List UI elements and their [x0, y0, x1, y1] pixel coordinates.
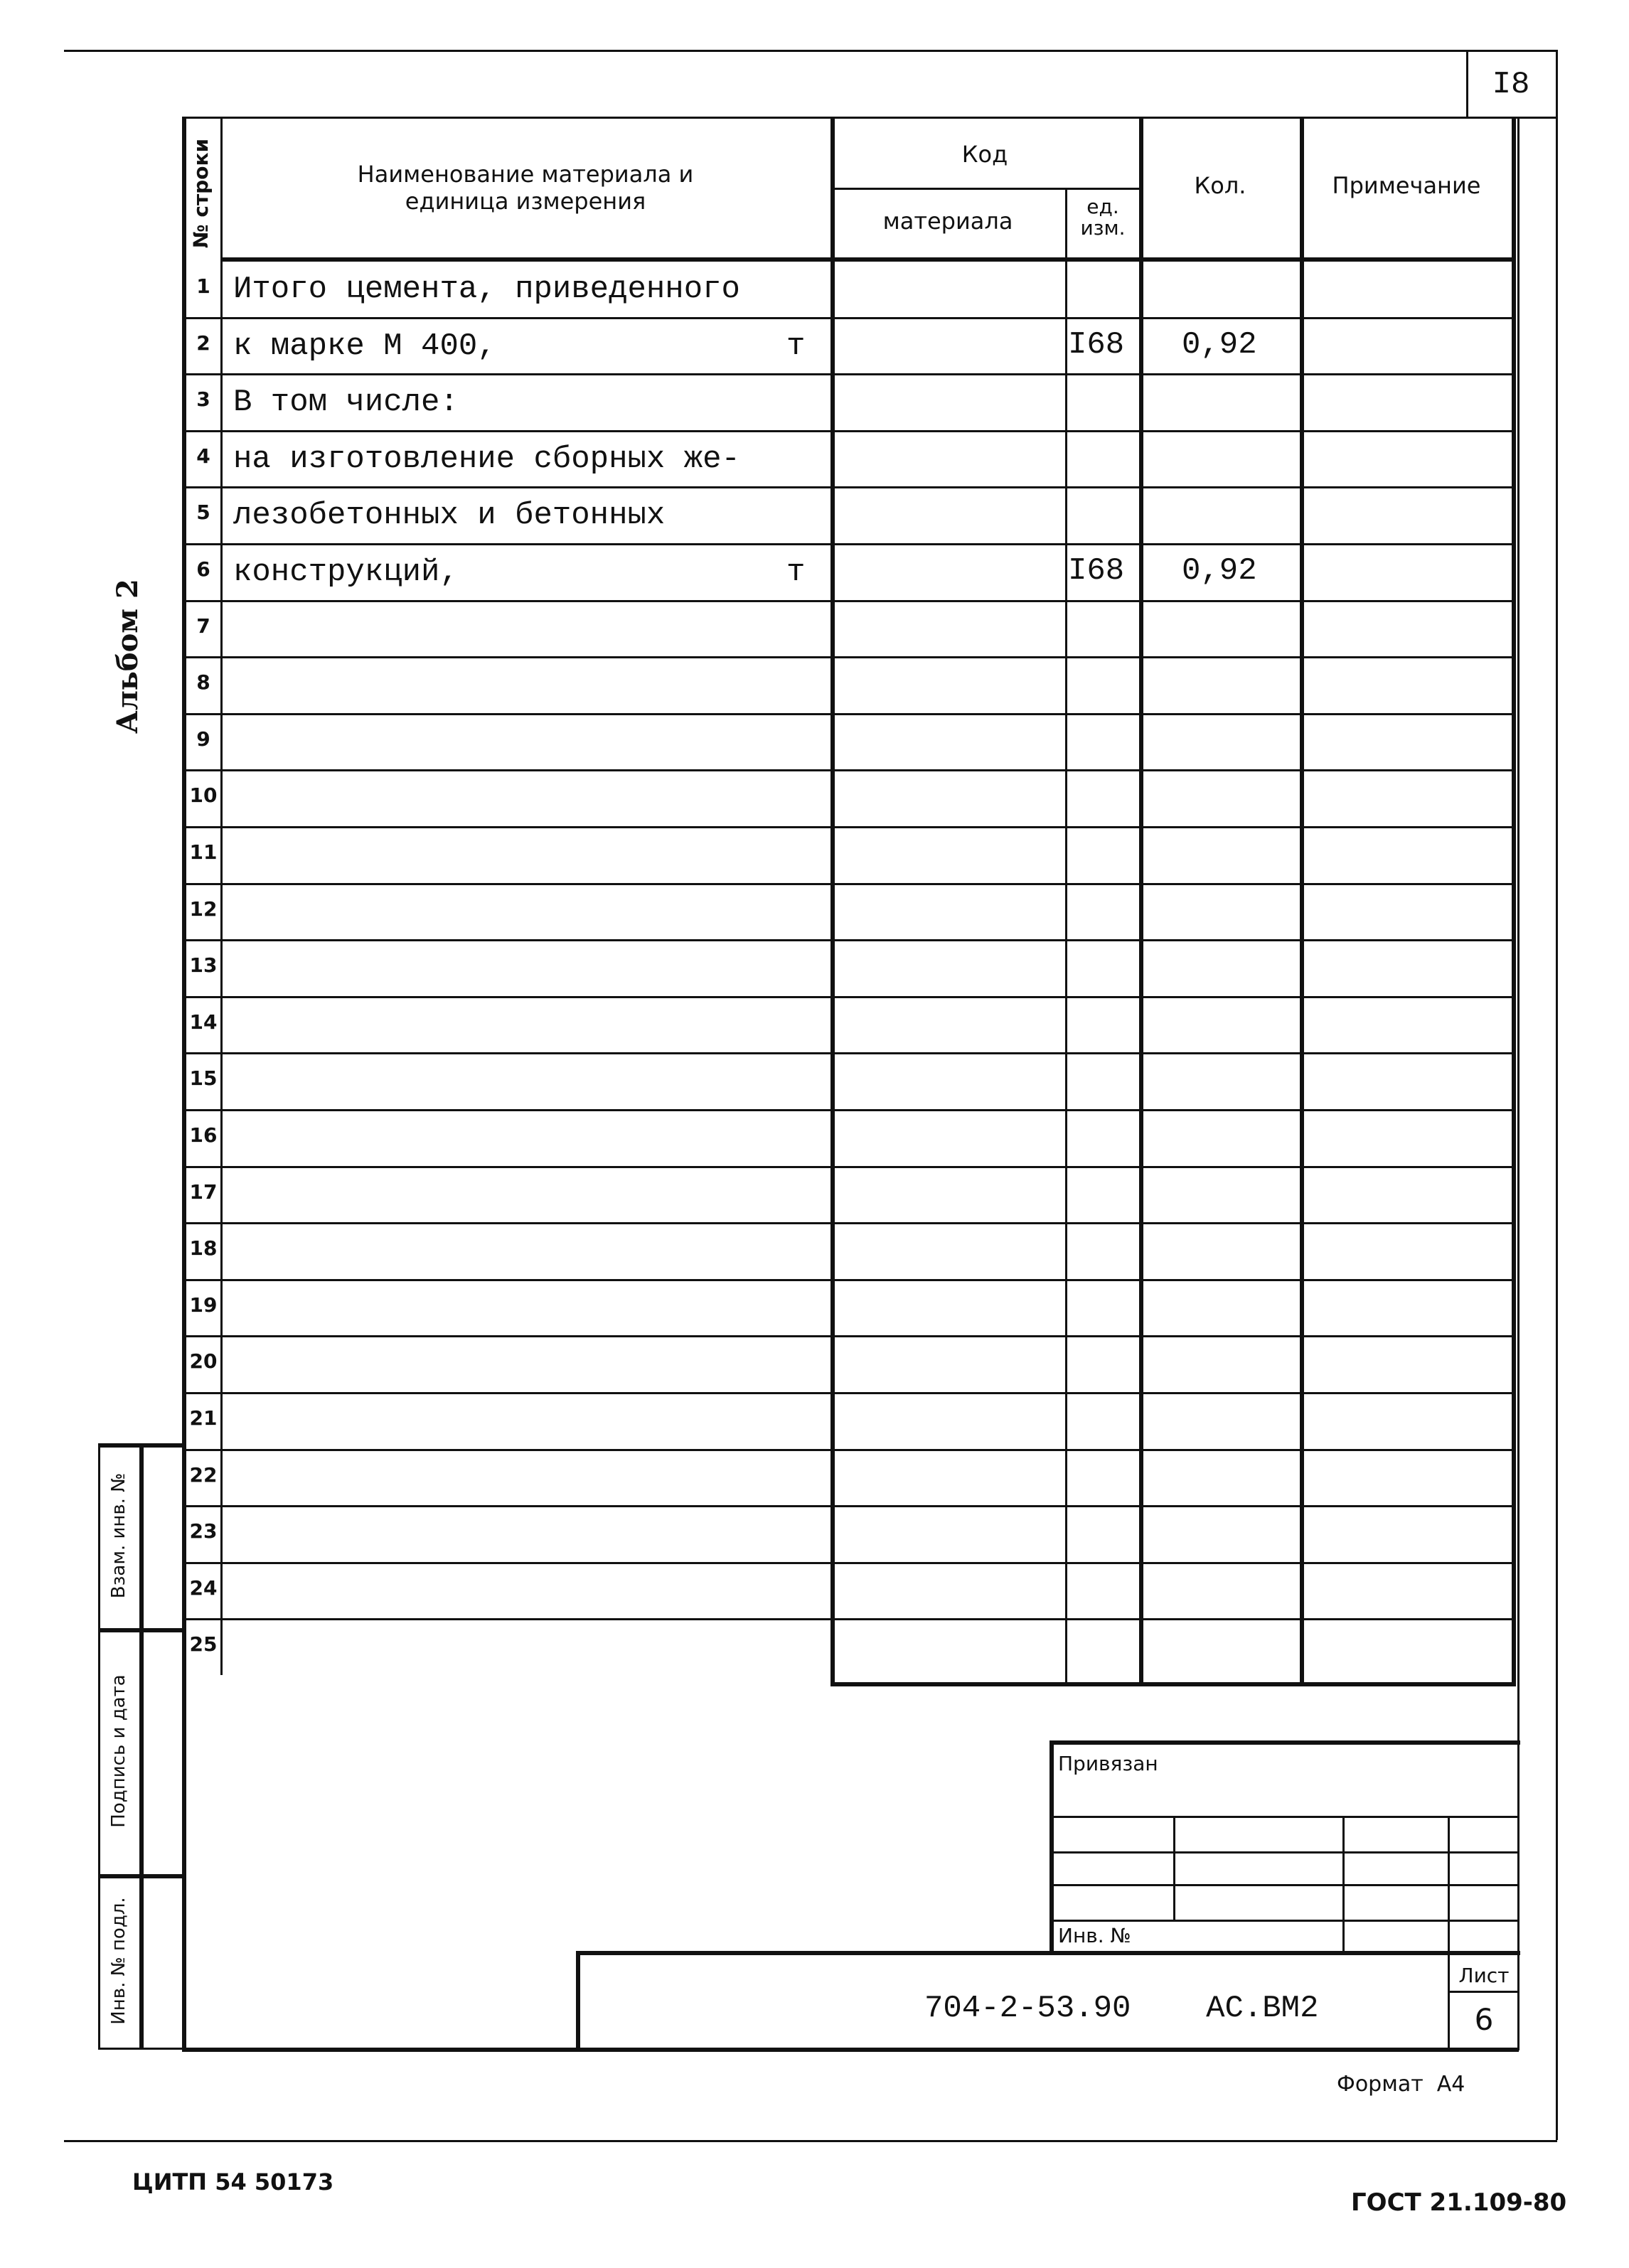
row-number: 5 [196, 501, 210, 524]
row-separator [182, 1562, 1513, 1564]
row-material-name: Итого цемента, приведенного [233, 272, 740, 307]
row-number: 15 [189, 1066, 218, 1090]
row-separator [182, 1392, 1513, 1394]
docblock-top-line [576, 1951, 1520, 1955]
row-separator [182, 996, 1513, 998]
form-right-line [1517, 117, 1519, 2050]
header-row-number: № строки [189, 138, 213, 249]
row-number: 24 [189, 1576, 218, 1600]
stamp-inv-podl: Инв. № подл. [108, 1897, 129, 2025]
row-number: 11 [189, 840, 218, 864]
row-number: 17 [189, 1180, 218, 1204]
row-number: 9 [196, 727, 210, 751]
row-number: 22 [189, 1463, 218, 1487]
code-sub-line [830, 188, 1139, 190]
row-separator [182, 1279, 1513, 1281]
inv-no-label: Инв. № [1058, 1924, 1131, 1947]
row-number: 20 [189, 1349, 218, 1373]
stamp-left-line [98, 1443, 100, 2048]
titleblock-top-line [1049, 1740, 1520, 1745]
row-separator [182, 543, 1513, 545]
row-separator [182, 939, 1513, 941]
row-number: 2 [196, 331, 210, 355]
row-quantity: 0,92 [1182, 327, 1257, 363]
row-separator [182, 1222, 1513, 1224]
list-label-line [1448, 1991, 1519, 1993]
row-separator [182, 1052, 1513, 1054]
tb-vline-1 [1173, 1816, 1175, 1920]
header-unit: ед. изм. [1080, 195, 1126, 240]
row-number: 3 [196, 387, 210, 411]
row-number: 23 [189, 1519, 218, 1543]
rownum-col-line [220, 117, 223, 1675]
row-number: 19 [189, 1293, 218, 1317]
row-material-name: к марке М 400, [233, 328, 496, 364]
album-label: Альбом 2 [111, 579, 144, 734]
row-separator [182, 1335, 1513, 1337]
header-qty: Кол. [1194, 172, 1246, 199]
row-separator [182, 1618, 1513, 1620]
stamp-vzam-inv: Взам. инв. № [108, 1472, 129, 1599]
row-material-name: лезобетонных и бетонных [233, 498, 666, 533]
table-bottom-line [830, 1682, 1516, 1686]
row-number: 16 [189, 1123, 218, 1147]
row-separator [182, 656, 1513, 658]
row-separator [182, 883, 1513, 885]
footer-left-code: ЦИТП 54 50173 [132, 2168, 334, 2195]
row-unit-label: т [786, 555, 806, 590]
row-separator [182, 713, 1513, 715]
header-code: Код [961, 141, 1008, 168]
row-separator [182, 430, 1513, 432]
tb-vline-2 [1342, 1816, 1345, 1952]
header-material: материала [882, 208, 1013, 235]
sheet-corner-number: I8 [1492, 67, 1530, 102]
row-unit-code: I68 [1068, 327, 1125, 363]
list-number: 6 [1474, 2002, 1494, 2037]
row-separator [182, 1109, 1513, 1111]
row-number: 21 [189, 1406, 218, 1430]
row-separator [182, 486, 1513, 488]
document-code: 704-2-53.90 АС.ВМ2 [924, 1991, 1319, 2026]
row-number: 6 [196, 557, 210, 581]
format-label: Формат А4 [1337, 2072, 1465, 2097]
row-separator [182, 1505, 1513, 1507]
row-number: 12 [189, 897, 218, 921]
row-number: 14 [189, 1010, 218, 1034]
row-unit-label: т [786, 328, 806, 364]
row-separator [182, 769, 1513, 771]
docblock-left-line [576, 1951, 580, 2050]
row-separator [182, 373, 1513, 375]
row-unit-code: I68 [1068, 553, 1125, 589]
row-separator [182, 1166, 1513, 1168]
header-bottom-line [220, 257, 1516, 262]
row-material-name: В том числе: [233, 385, 459, 420]
row-number: 7 [196, 614, 210, 638]
row-material-name: конструкций, [233, 555, 459, 590]
row-number: 1 [196, 274, 210, 298]
row-separator [182, 317, 1513, 319]
stamp-signature-date: Подпись и дата [108, 1674, 129, 1828]
stamp-sep-1 [98, 1628, 183, 1632]
header-note: Примечание [1332, 172, 1481, 199]
bottom-border-line [64, 2140, 1557, 2142]
privyazan-label: Привязан [1058, 1752, 1158, 1775]
unit-col-line [1065, 188, 1067, 1685]
right-border-line [1556, 50, 1558, 2140]
row-number: 25 [189, 1632, 218, 1656]
stamp-mid-line [139, 1443, 144, 2048]
row-number: 18 [189, 1236, 218, 1260]
row-number: 8 [196, 670, 210, 694]
footer-gost: ГОСТ 21.109-80 [1351, 2188, 1567, 2217]
row-number: 10 [189, 783, 218, 807]
form-bottom-line [182, 2048, 1519, 2052]
row-material-name: на изготовление сборных же- [233, 442, 740, 477]
list-label: Лист [1458, 1964, 1510, 1987]
row-quantity: 0,92 [1182, 553, 1257, 589]
row-number: 4 [196, 444, 210, 468]
row-number: 13 [189, 953, 218, 977]
header-name: Наименование материала и единица измерения [357, 161, 694, 215]
row-separator [182, 1449, 1513, 1451]
form-top-line [182, 117, 1519, 119]
top-border-line [64, 50, 1557, 52]
row-separator [182, 826, 1513, 828]
row-separator [182, 600, 1513, 602]
